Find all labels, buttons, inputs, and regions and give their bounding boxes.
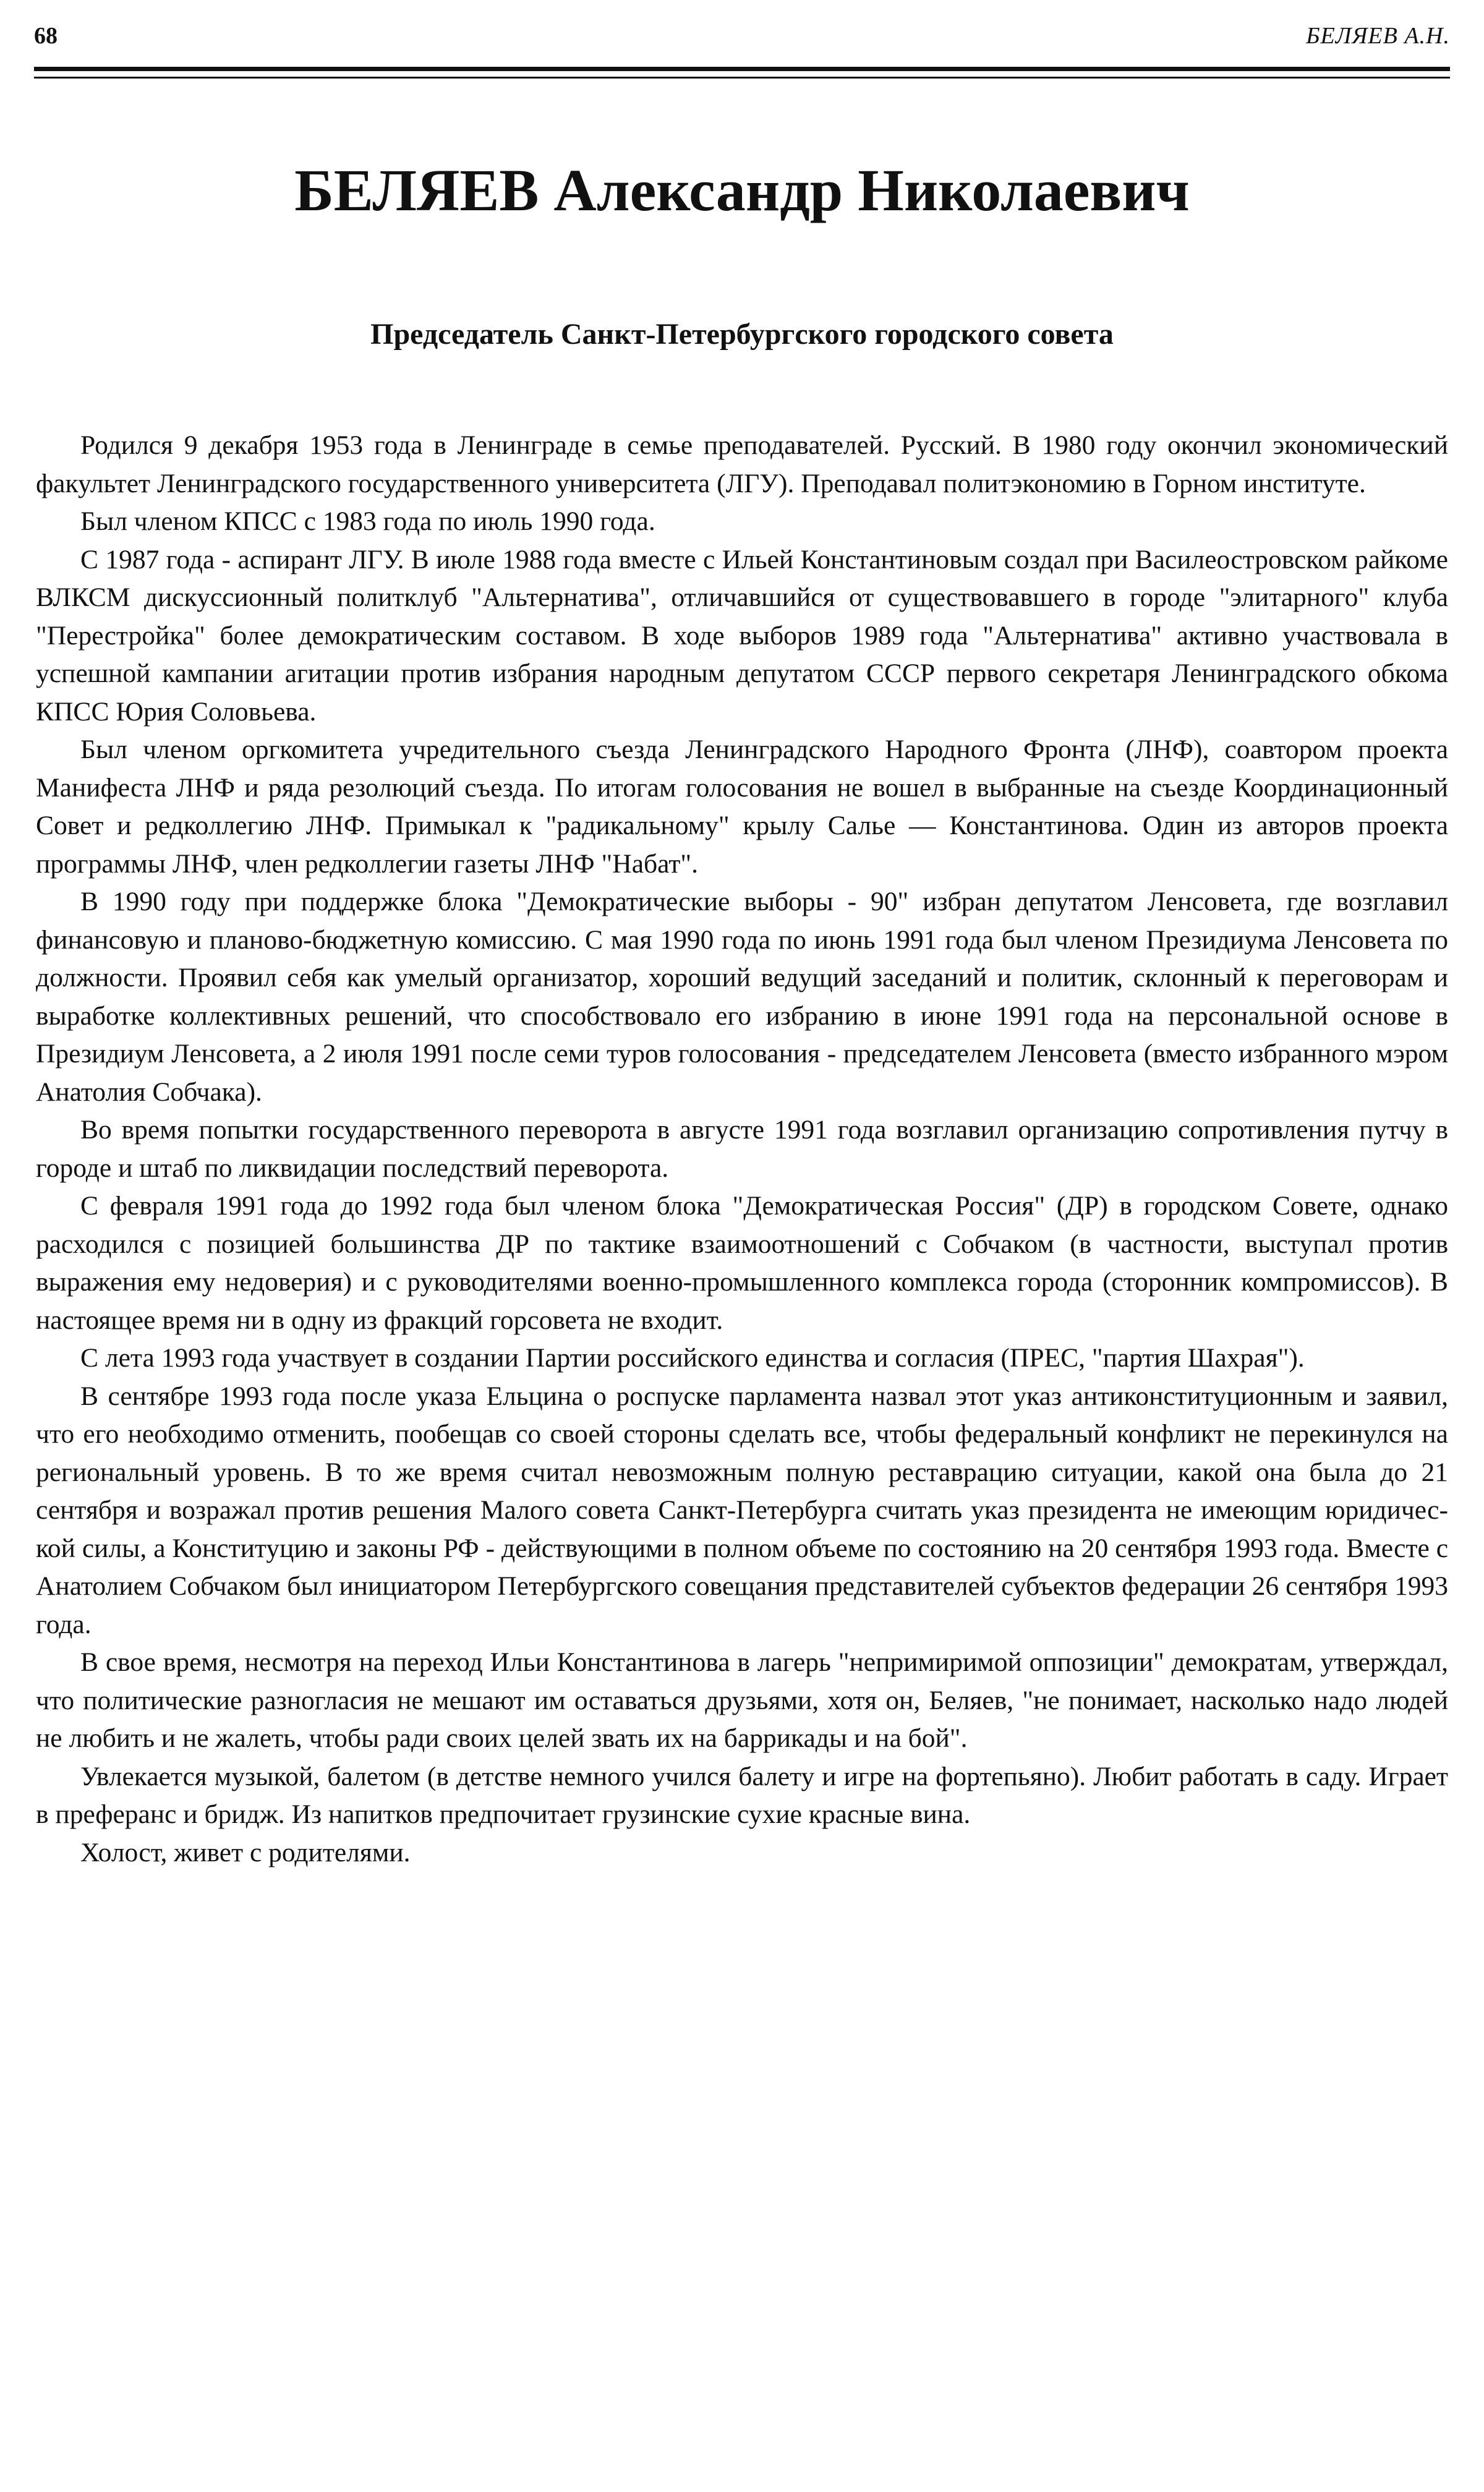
paragraph: Увлекается музыкой, балетом (в детстве немного учился балету и игре на фортепьяно). Любит работать в саду. Играет в преферанс и бридж. Из напитков предпочитает грузинские сухие красные вина. — [36, 1761, 1448, 1829]
entry-subtitle: Председатель Санкт-Петербургского городского совета — [370, 318, 1114, 351]
header-rule-thin — [34, 77, 1450, 79]
paragraph: Холост, живет с родителями. — [80, 1837, 411, 1867]
paragraph: С февраля 1991 года до 1992 года был членом блока "Демократическая Россия" (ДР) в городском Совете, однако расходился с позицией большинства ДР по тактике взаимоотношений с Собчаком (в частности, выступал против выражения ему недоверия) и с руководителями военно-промышленного комплекса города (сторонник компромиссов). В настоящее время ни в одну из фракций горсовета не входит. — [36, 1191, 1448, 1335]
running-head-author: БЕЛЯЕВ А.Н. — [1306, 23, 1450, 49]
running-head — [34, 17, 1450, 54]
paragraph: Во время попытки государственного переворота в августе 1991 года возглавил организацию сопротивления путчу в городе и штаб по ликвидации последствий переворота. — [36, 1115, 1448, 1183]
paragraph: С лета 1993 года участвует в создании Партии российского единства и согласия (ПРЕС, "партия Шахрая"). — [80, 1343, 1305, 1373]
biography-body — [36, 427, 1448, 1872]
paragraph: Родился 9 декабря 1953 года в Ленинграде в семье преподавателей. Русский. В 1980 году окончил экономический факультет Ленинградского государственного университета (ЛГУ). Преподавал политэкономию в Горном институте. — [36, 430, 1448, 498]
paragraph: В свое время, несмотря на переход Ильи Константинова в лагерь "непримиримой оппозиции" демократам, утверждал, что политические разногласия не мешают им оставаться друзьями, хотя он, Беляев, "не понимает, насколько надо людей не любить и не жалеть, чтобы ради своих целей звать их на баррикады и на бой". — [36, 1647, 1448, 1753]
paragraph: В 1990 году при поддержке блока "Демократические выборы - 90" избран депутатом Ленсовета, где возглавил финансовую и планово-бюджетную комиссию. С мая 1990 года по июнь 1991 года был членом Президиума Ленсовета по должности. Проявил себя как умелый организатор, хороший ведущий заседаний и политик, склонный к переговорам и выработке коллективных решений, что способствовало его избранию в июне 1991 года на персональной основе в Президиум Ленсовета, а 2 июля 1991 после семи туров голосования - председателем Ленсовета (вместо избранного мэром Анатолия Собчака). — [36, 887, 1448, 1107]
paragraph: Был членом оргкомитета учредительного съезда Ленинградского Народного Фронта (ЛНФ), соавтором проекта Манифеста ЛНФ и ряда резолюций съезда. По итогам голосования не вошел в выбранные на съезде Координационный Совет и редколлегию ЛНФ. Примыкал к "радикальному" крылу Салье — Константинова. Один из авторов проекта программы ЛНФ, член редколлегии газеты ЛНФ "Набат". — [36, 735, 1448, 879]
paragraph: С 1987 года - аспирант ЛГУ. В июле 1988 года вместе с Ильей Константиновым создал при Василеостровском райкоме ВЛКСМ дискуссионный политклуб "Альтернатива", отличавшийся от существовавшего в городе "элитарного" клуба "Перестройка" более демократическим составом. В ходе выборов 1989 года "Альтернатива" активно участвовала в успешной кампании агитации против избрания народным депутатом СССР первого секретаря Ленинградского обкома КПСС Юрия Соловьева. — [36, 544, 1448, 727]
entry-title: БЕЛЯЕВ Александр Николаевич — [294, 157, 1190, 223]
paragraph: Был членом КПСС с 1983 года по июль 1990 года. — [80, 506, 655, 536]
paragraph: В сентябре 1993 года после указа Ельцина о роспуске парламента назвал этот указ антиконституционным и заявил, что его необходимо отменить, пообещав со своей стороны сделать все, чтобы федеральный конфликт не перекинулся на региональный уровень. В то же время считал невозможным полную реставрацию ситуации, какой она была до 21 сентября и возражал против решения Малого совета Санкт-Петербурга считать указ президента не имеющим юридической силы, а Конституцию и законы РФ - действующими в полном объеме по состоянию на 20 сентября 1993 года. Вместе с Анатолием Собчаком был инициатором Петербургского совещания представителей субъектов федерации 26 сентября 1993 года. — [36, 1381, 1448, 1639]
header-rule-thick — [34, 67, 1450, 71]
page-number: 68 — [34, 23, 58, 49]
